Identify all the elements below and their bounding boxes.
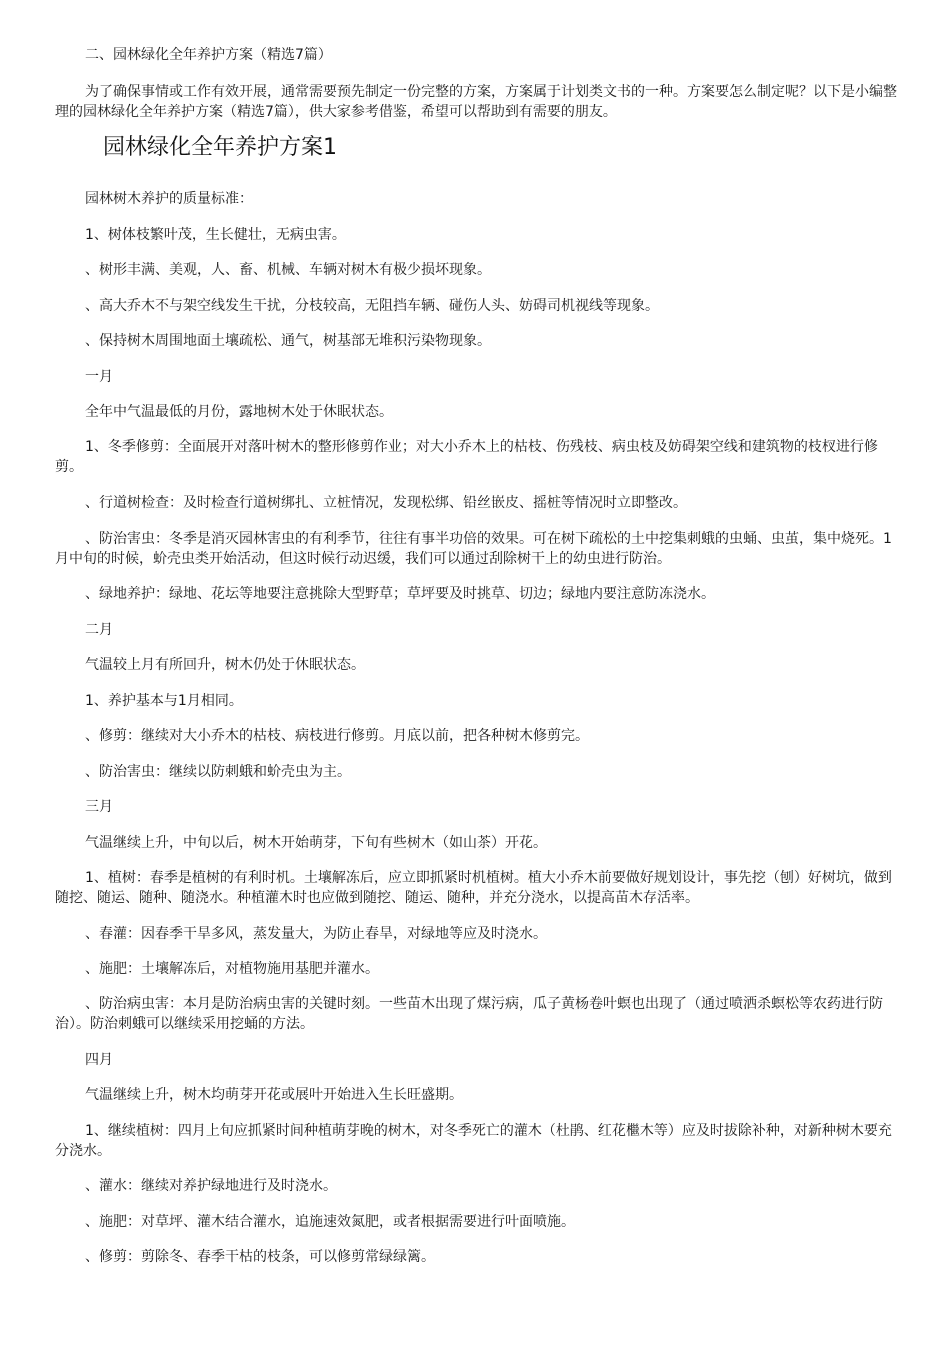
quality-item: 1、树体枝繁叶茂，生长健壮，无病虫害。 bbox=[85, 227, 346, 243]
january-item: 、绿地养护：绿地、花坛等地要注意挑除大型野草；草坪要及时挑草、切边；绿地内要注意防冻浇水。 bbox=[85, 586, 715, 602]
section-heading: 园林绿化全年养护方案1 bbox=[103, 135, 337, 160]
march-item: 、防治病虫害：本月是防治病虫害的关键时刻。一些苗木出现了煤污病，瓜子黄杨卷叶螟也出现了（通过喷洒杀螟松等农药进行防治）。防治刺蛾可以继续采用挖蛹的方法。 bbox=[55, 996, 883, 1032]
intro-title: 二、园林绿化全年养护方案（精选7篇） bbox=[85, 47, 332, 63]
month-title-april: 四月 bbox=[85, 1052, 113, 1068]
february-item: 、防治害虫：继续以防刺蛾和蚧壳虫为主。 bbox=[85, 764, 351, 780]
january-item: 1、冬季修剪：全面展开对落叶树木的整形修剪作业；对大小乔木上的枯枝、伤残枝、病虫枝及妨碍架空线和建筑物的枝杈进行修剪。 bbox=[55, 439, 878, 475]
february-item: 、修剪：继续对大小乔木的枯枝、病枝进行修剪。月底以前，把各种树木修剪完。 bbox=[85, 728, 589, 744]
month-title-january: 一月 bbox=[85, 369, 113, 385]
month-desc-january: 全年中气温最低的月份，露地树木处于休眠状态。 bbox=[85, 404, 393, 420]
april-item: 、修剪：剪除冬、春季干枯的枝条，可以修剪常绿绿篱。 bbox=[85, 1249, 435, 1265]
quality-item: 、高大乔木不与架空线发生干扰，分枝较高，无阻挡车辆、碰伤人头、妨碍司机视线等现象。 bbox=[85, 298, 659, 314]
april-item: 、灌水：继续对养护绿地进行及时浇水。 bbox=[85, 1178, 337, 1194]
january-item: 、行道树检查：及时检查行道树绑扎、立桩情况，发现松绑、铅丝嵌皮、摇桩等情况时立即整改。 bbox=[85, 495, 687, 511]
january-item: 、防治害虫：冬季是消灭园林害虫的有利季节，往往有事半功倍的效果。可在树下疏松的土中挖集刺蛾的虫蛹、虫茧，集中烧死。1月中旬的时候，蚧壳虫类开始活动，但这时候行动迟缓，我们可以通过刮除树干上的幼虫进行防治。 bbox=[55, 531, 892, 567]
february-item: 1、养护基本与1月相同。 bbox=[85, 693, 243, 709]
quality-title: 园林树木养护的质量标准： bbox=[85, 191, 253, 207]
april-item: 1、继续植树：四月上旬应抓紧时间种植萌芽晚的树木，对冬季死亡的灌木（杜鹃、红花檵木等）应及时拔除补种，对新种树木要充分浇水。 bbox=[55, 1123, 892, 1159]
month-desc-february: 气温较上月有所回升，树木仍处于休眠状态。 bbox=[85, 657, 365, 673]
march-item: 1、植树：春季是植树的有利时机。土壤解冻后，应立即抓紧时机植树。植大小乔木前要做好规划设计，事先挖（刨）好树坑，做到随挖、随运、随种、随浇水。种植灌木时也应做到随挖、随运、随种，并充分浇水，以提高苗木存活率。 bbox=[55, 870, 892, 906]
april-item: 、施肥：对草坪、灌木结合灌水，追施速效氮肥，或者根据需要进行叶面喷施。 bbox=[85, 1214, 575, 1230]
month-desc-march: 气温继续上升，中旬以后，树木开始萌芽，下旬有些树木（如山茶）开花。 bbox=[85, 835, 547, 851]
march-item: 、春灌：因春季干旱多风，蒸发量大，为防止春旱，对绿地等应及时浇水。 bbox=[85, 926, 547, 942]
quality-item: 、树形丰满、美观，人、畜、机械、车辆对树木有极少损坏现象。 bbox=[85, 262, 491, 278]
month-title-march: 三月 bbox=[85, 799, 113, 815]
month-desc-april: 气温继续上升，树木均萌芽开花或展叶开始进入生长旺盛期。 bbox=[85, 1087, 463, 1103]
month-title-february: 二月 bbox=[85, 622, 113, 638]
quality-item: 、保持树木周围地面土壤疏松、通气，树基部无堆积污染物现象。 bbox=[85, 333, 491, 349]
intro-text: 为了确保事情或工作有效开展，通常需要预先制定一份完整的方案，方案属于计划类文书的一种。方案要怎么制定呢？以下是小编整理的园林绿化全年养护方案（精选7篇），供大家参考借鉴，希望可以帮助到有需要的朋友。 bbox=[55, 84, 897, 120]
march-item: 、施肥：土壤解冻后，对植物施用基肥并灌水。 bbox=[85, 961, 379, 977]
